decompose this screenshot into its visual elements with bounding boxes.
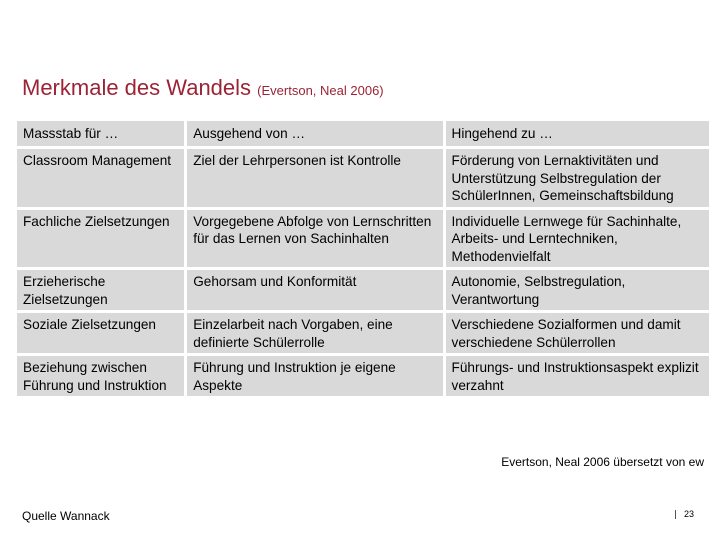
table-cell: Fachliche Zielsetzungen bbox=[17, 210, 184, 268]
slide-title bbox=[22, 75, 384, 101]
table-cell: Autonomie, Selbstregulation, Verantwortung bbox=[446, 270, 709, 310]
table-cell: Gehorsam und Konformität bbox=[187, 270, 442, 310]
table-row bbox=[17, 313, 709, 353]
footer-divider bbox=[675, 510, 676, 519]
table-row bbox=[17, 270, 709, 310]
change-characteristics-table bbox=[14, 118, 712, 399]
footer-page bbox=[675, 509, 694, 519]
table-row bbox=[17, 149, 709, 207]
table-cell: Einzelarbeit nach Vorgaben, eine definierte Schülerrolle bbox=[187, 313, 442, 353]
table-cell: Führung und Instruktion je eigene Aspekte bbox=[187, 356, 442, 396]
table-cell: Förderung von Lernaktivitäten und Unterstützung Selbstregulation der SchülerInnen, Gemeinschaftsbildung bbox=[446, 149, 709, 207]
table-cell: Soziale Zielsetzungen bbox=[17, 313, 184, 353]
table-cell: Vorgegebene Abfolge von Lernschritten für das Lernen von Sachinhalten bbox=[187, 210, 442, 268]
slide-title-text: Merkmale des Wandels bbox=[22, 75, 252, 100]
table-row bbox=[17, 210, 709, 268]
header-hingehend: Hingehend zu … bbox=[446, 121, 709, 146]
source-note: Evertson, Neal 2006 übersetzt von ew bbox=[501, 455, 704, 469]
table-cell: Erzieherische Zielsetzungen bbox=[17, 270, 184, 310]
page-number: 23 bbox=[683, 509, 694, 519]
table-header-row bbox=[17, 121, 709, 146]
table-cell: Individuelle Lernwege für Sachinhalte, Arbeits- und Lerntechniken, Methodenvielfalt bbox=[446, 210, 709, 268]
footer-source: Quelle Wannack bbox=[22, 509, 110, 523]
slide-title-source: (Evertson, Neal 2006) bbox=[257, 83, 384, 98]
table-cell: Classroom Management bbox=[17, 149, 184, 207]
table-cell: Verschiedene Sozialformen und damit verschiedene Schülerrollen bbox=[446, 313, 709, 353]
header-massstab: Massstab für … bbox=[17, 121, 184, 146]
table-cell: Ziel der Lehrpersonen ist Kontrolle bbox=[187, 149, 442, 207]
table-cell: Beziehung zwischen Führung und Instruktion bbox=[17, 356, 184, 396]
table-row bbox=[17, 356, 709, 396]
header-ausgehend: Ausgehend von … bbox=[187, 121, 442, 146]
table-cell: Führungs- und Instruktionsaspekt explizit verzahnt bbox=[446, 356, 709, 396]
